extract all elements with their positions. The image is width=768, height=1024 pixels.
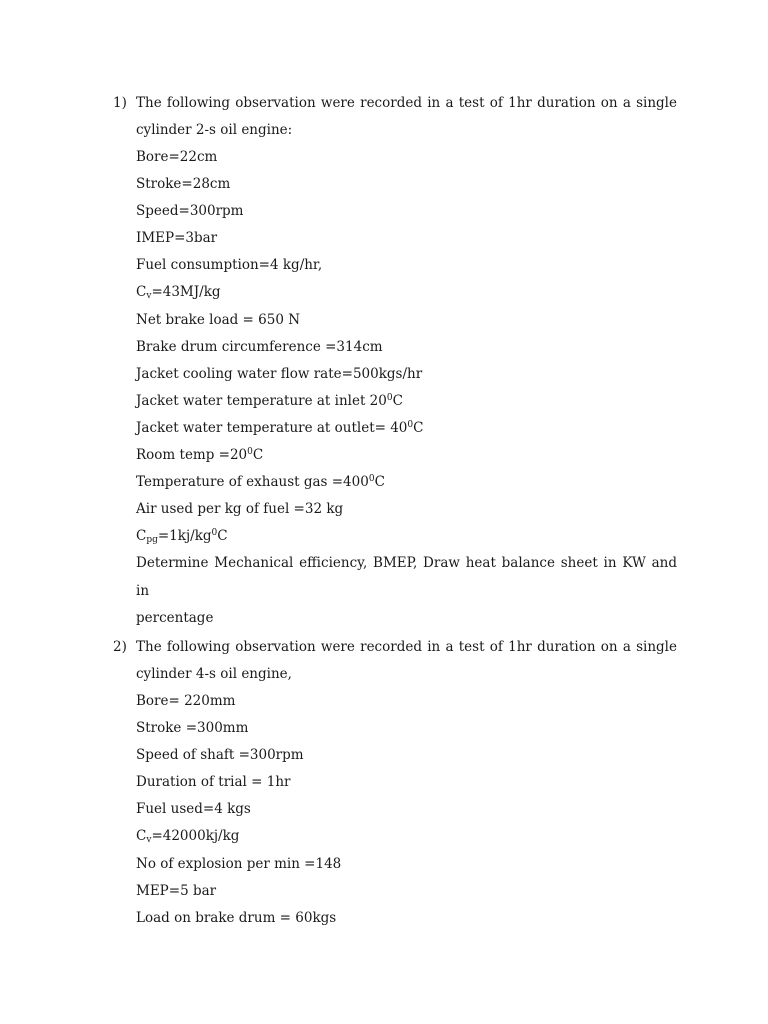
intro-line-1: The following observation were recorded in a test of 1hr duration on a single [136,639,677,655]
observation-list [136,688,677,932]
question-intro [136,90,677,144]
cpg-subscript: pg [146,535,158,546]
observation-list [136,144,677,632]
unit: C [392,392,403,409]
fuel-used-item: Fuel used=4 kgs [136,801,251,818]
fuel-consumption-item: Fuel consumption=4 kg/hr, [136,257,323,274]
duration-item: Duration of trial = 1hr [136,774,291,791]
determine-line-1: Determine Mechanical efficiency, BMEP, Draw heat balance sheet in KW and in [136,555,677,599]
question-number: 2) [113,639,127,655]
bore-item: Bore=22cm [136,149,218,165]
intro-line-1: The following observation were recorded in a test of 1hr duration on a single [136,95,677,111]
speed-item: Speed=300rpm [136,203,244,220]
jacket-flow-item: Jacket cooling water flow rate=500kgs/hr [136,365,423,382]
degree-superscript: 0 [247,447,253,458]
drum-circumference-item: Brake drum circumference =314cm [136,338,383,355]
air-used-item: Air used per kg of fuel =32 kg [136,501,344,518]
jacket-inlet-text: Jacket water temperature at inlet 20 [136,392,387,409]
degree-superscript: 0 [407,419,414,430]
cpg-value: =1kj/kg [157,528,212,545]
jacket-outlet-text: Jacket water temperature at outlet= 40 [136,419,408,436]
stroke-item: Stroke =300mm [136,720,249,737]
unit: C [217,528,228,545]
cv-subscript: v [146,291,152,302]
bore-item: Bore= 220mm [136,693,236,709]
degree-superscript: 0 [386,392,393,403]
determine-item [136,550,677,631]
cv-subscript: v [146,835,152,846]
mep-item: MEP=5 bar [136,882,217,899]
speed-item: Speed of shaft =300rpm [136,747,304,764]
cv-symbol: C [136,284,147,301]
calorific-value-item [136,279,677,306]
cpg-symbol: C [136,528,147,545]
jacket-outlet-temp-item [136,415,677,442]
cv-symbol: C [136,828,147,845]
brake-drum-load-item: Load on brake drum = 60kgs [136,909,337,926]
question-intro [136,634,677,688]
specific-heat-item [136,523,677,550]
brake-load-item: Net brake load = 650 N [136,311,301,328]
intro-line-2: cylinder 4-s oil engine, [136,666,292,683]
calorific-value-item [136,823,677,850]
room-temp-item [136,442,677,469]
unit: C [252,447,264,464]
question-number: 1) [113,95,127,111]
degree-superscript: 0 [368,474,375,485]
cv-value: =43MJ/kg [151,284,221,301]
degree-superscript: 0 [211,528,218,539]
jacket-inlet-temp-item [136,388,677,415]
stroke-item: Stroke=28cm [136,176,231,193]
room-temp-text: Room temp =20 [136,447,248,464]
cv-value: =42000kj/kg [151,828,240,845]
unit: C [374,474,385,491]
intro-line-2: cylinder 2-s oil engine: [136,122,293,139]
exhaust-temp-text: Temperature of exhaust gas =400 [136,474,369,491]
determine-line-2: percentage [136,609,214,626]
imep-item: IMEP=3bar [136,230,218,247]
exhaust-temp-item [136,469,677,496]
unit: C [413,419,424,436]
explosions-item: No of explosion per min =148 [136,855,342,872]
